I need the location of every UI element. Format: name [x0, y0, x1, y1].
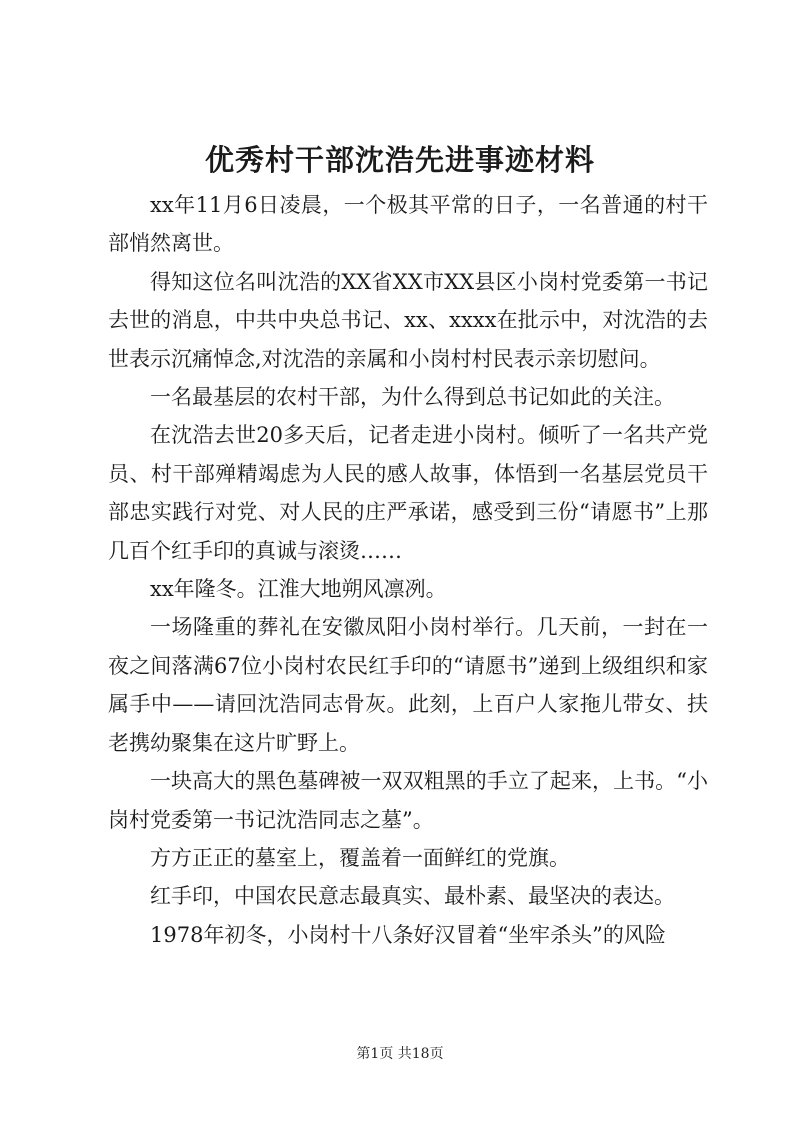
page-footer: 第1页 共18页 — [356, 1046, 444, 1062]
paragraph: 一块高大的黑色墓碑被一双双粗黑的手立了起来，上书。“小岗村党委第一书记沈浩同志之墓”。 — [108, 769, 708, 832]
paragraph: 1978年初冬，小岗村十八条好汉冒着“坐牢杀头”的风险 — [150, 922, 666, 947]
document-body — [108, 186, 708, 954]
paragraph: 红手印，中国农民意志最真实、最朴素、最坚决的表达。 — [150, 884, 675, 909]
paragraph: 方方正正的墓室上，覆盖着一面鲜红的党旗。 — [150, 845, 570, 870]
document-title: 优秀村干部沈浩先进事迹材料 — [204, 143, 595, 177]
paragraph: 得知这位名叫沈浩的XX省XX市XX县区小岗村党委第一书记去世的消息，中共中央总书记、xx、xxxx在批示中，对沈浩的去世表示沉痛悼念,对沈浩的亲属和小岗村村民表示亲切慰问。 — [108, 269, 708, 371]
paragraph: 一名最基层的农村干部，为什么得到总书记如此的关注。 — [150, 385, 675, 410]
paragraph: xx年11月6日凌晨，一个极其平常的日子，一名普通的村干部悄然离世。 — [108, 193, 708, 256]
paragraph: 一场隆重的葬礼在安徽凤阳小岗村举行。几天前，一封在一夜之间落满67位小岗村农民红手印的“请愿书”递到上级组织和家属手中——请回沈浩同志骨灰。此刻，上百户人家拖儿带女、扶老携幼聚集在这片旷野上。 — [108, 615, 708, 755]
paragraph: 在沈浩去世20多天后，记者走进小岗村。倾听了一名共产党员、村干部殚精竭虑为人民的感人故事，体悟到一名基层党员干部忠实践行对党、对人民的庄严承诺，感受到三份“请愿书”上那几百个红手印的真诚与滚烫…… — [108, 423, 708, 563]
paragraph: xx年隆冬。江淮大地朔风凛冽。 — [150, 577, 447, 602]
